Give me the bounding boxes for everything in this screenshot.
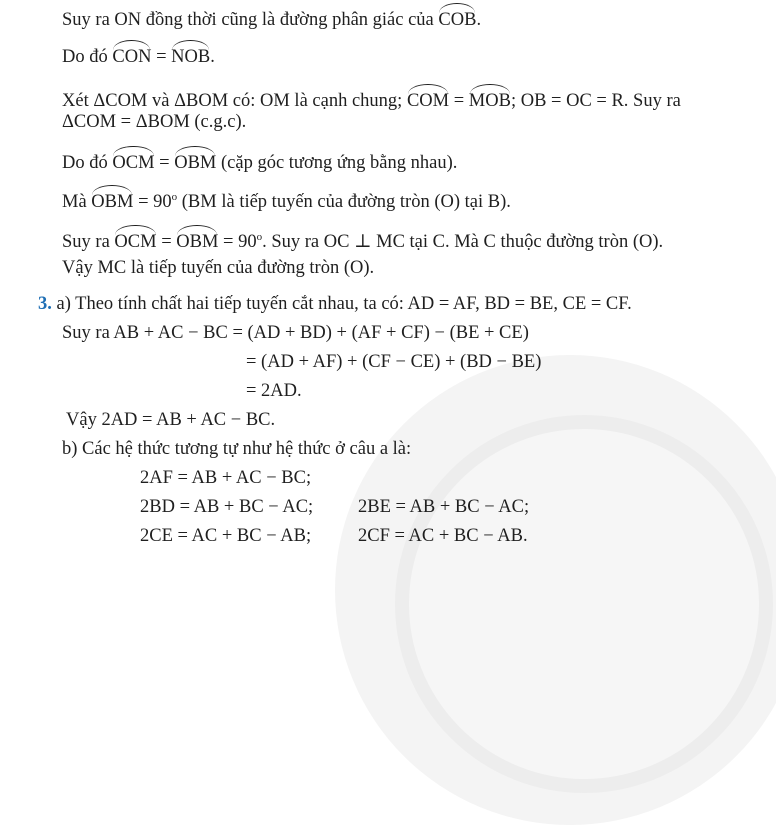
text-line-7 [62, 228, 663, 253]
part-a-step-3: = 2AD. [246, 381, 302, 401]
text-segment: = 90 [218, 232, 257, 252]
text-line-4: ΔCOM = ΔBOM (c.g.c). [62, 112, 247, 132]
text-segment: Xét ΔCOM và ΔBOM có: OM là cạnh chung; [62, 91, 407, 111]
text-segment: (cặp góc tương ứng bằng nhau). [216, 153, 458, 173]
angle-mob: MOB [469, 87, 511, 112]
angle-obm: OBM [176, 228, 218, 253]
text-segment: = [151, 47, 172, 67]
exercise-3-heading [38, 293, 632, 315]
text-segment: . Suy ra OC ⊥ MC tại C. Mà C thuộc đường tròn (O). [262, 232, 664, 252]
part-a-intro: a) Theo tính chất hai tiếp tuyến cắt nhau, ta có: AD = AF, BD = BE, CE = CF. [51, 294, 632, 314]
part-b-equation-1: 2AF = AB + AC − BC; [140, 468, 312, 488]
angle-com: COM [407, 87, 449, 112]
text-segment: Suy ra [62, 232, 115, 252]
text-segment: = 90 [133, 192, 172, 212]
text-segment: = [449, 91, 469, 111]
text-line-3 [62, 87, 681, 112]
angle-nob: NOB [171, 43, 210, 68]
exercise-number: 3. [38, 294, 52, 314]
text-segment: Do đó [62, 153, 113, 173]
angle-obm: OBM [174, 149, 216, 174]
angle-obm: OBM [91, 188, 133, 213]
degree-sign: o [256, 231, 263, 243]
part-b-equation-4: 2CE = AC + BC − AB; [140, 526, 312, 546]
angle-cob: COB [438, 6, 476, 31]
part-b-equation-5: 2CF = AC + BC − AB. [358, 526, 528, 546]
text-line-2 [62, 43, 215, 68]
text-segment: . [210, 47, 215, 67]
text-segment: Mà [62, 192, 92, 212]
watermark-seal-ring [395, 415, 773, 793]
text-segment: (BM là tiếp tuyến của đường tròn (O) tại B). [177, 192, 511, 212]
text-segment: = [154, 153, 175, 173]
angle-ocm: OCM [114, 228, 156, 253]
part-a-conclusion: Vậy 2AD = AB + AC − BC. [66, 410, 276, 430]
text-line-6 [62, 188, 511, 213]
text-segment: ; OB = OC = R. Suy ra [510, 91, 681, 111]
part-a-step-1: Suy ra AB + AC − BC = (AD + BD) + (AF + CF) − (BE + CE) [62, 323, 529, 343]
text-segment: . [476, 10, 482, 30]
part-b-equation-3: 2BE = AB + BC − AC; [358, 497, 530, 517]
angle-con: CON [112, 43, 151, 68]
part-a-step-2: = (AD + AF) + (CF − CE) + (BD − BE) [246, 352, 542, 372]
text-line-8: Vậy MC là tiếp tuyến của đường tròn (O). [62, 258, 375, 278]
text-line-5 [62, 149, 457, 174]
degree-sign: o [171, 191, 178, 203]
part-b-intro: b) Các hệ thức tương tự như hệ thức ở câu a là: [62, 439, 412, 459]
angle-ocm: OCM [112, 149, 154, 174]
text-segment: Do đó [62, 47, 113, 67]
text-line-1 [62, 6, 481, 31]
text-segment: Suy ra ON đồng thời cũng là đường phân giác của [62, 10, 439, 30]
text-segment: = [156, 232, 177, 252]
part-b-equation-2: 2BD = AB + BC − AC; [140, 497, 314, 517]
